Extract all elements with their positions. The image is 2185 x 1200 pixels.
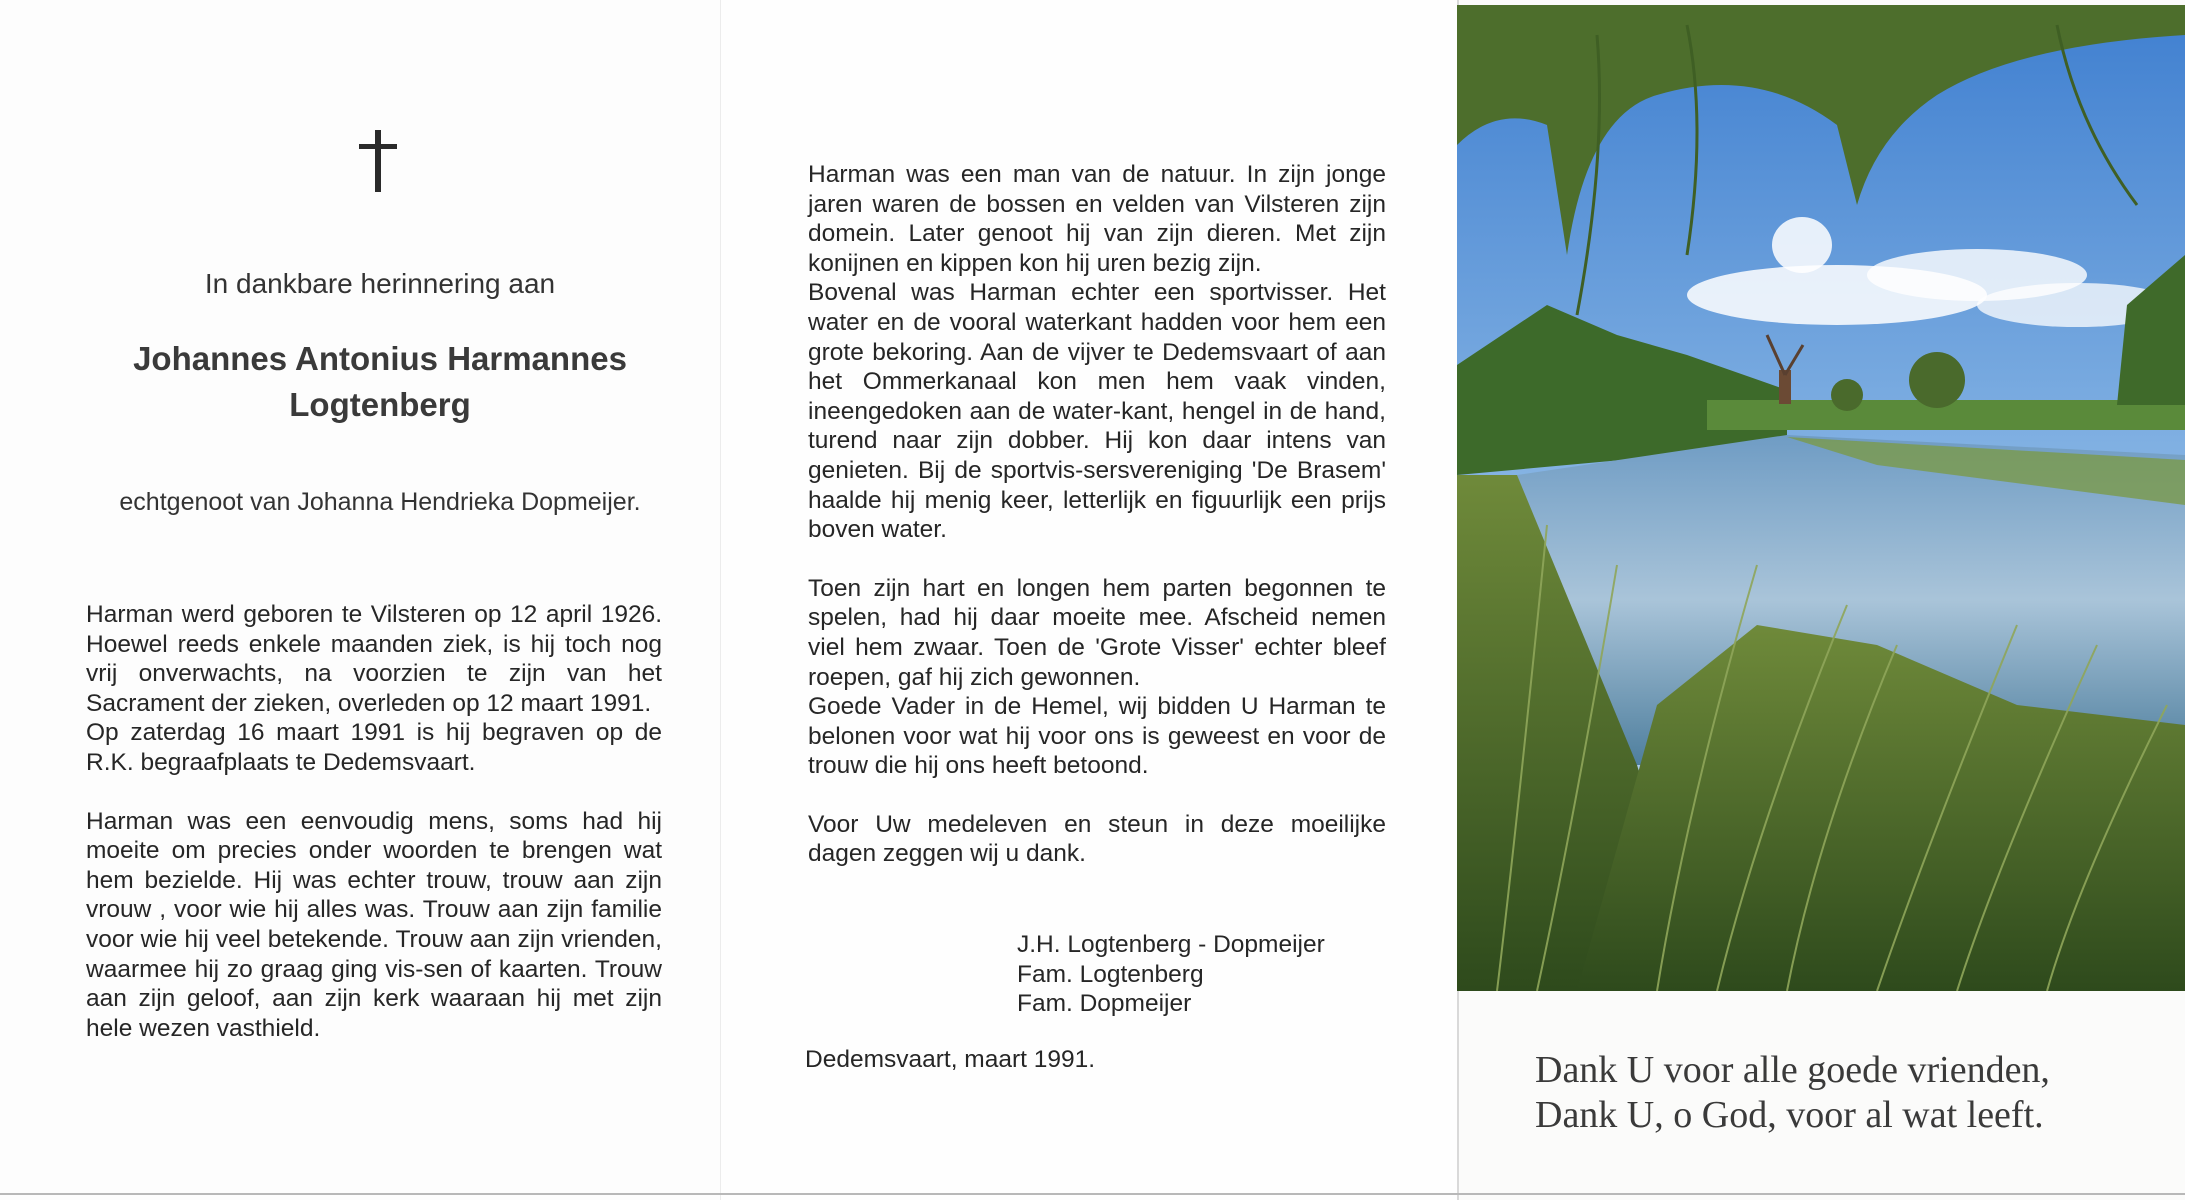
- thanks-paragraph: Voor Uw medeleven en steun in deze moeilijke dagen zeggen wij u dank.: [808, 810, 1386, 868]
- biography-paragraph: Goede Vader in de Hemel, wij bidden U Harman te belonen voor wat hij voor ons is geweest en voor de trouw die hij ons heeft betoond.: [808, 693, 1386, 780]
- biography-paragraph: Bovenal was Harman echter een sportvisser. Het water en de vooral waterkant hadden voor hem een grote bekoring. Aan de vijver te Dedemsvaart of aan het Ommerkanaal kon men hem vaak vinden, ineengedoken aan de water-kant, hengel in de hand, turend naar zijn dobber. Hij kon daar intens van genieten. Bij de sportvis-sersvereniging 'De Brasem' haalde hij menig keer, letterlijk en figuurlijk een prijs boven water.: [808, 279, 1386, 544]
- deceased-name-line2: Logtenberg: [289, 386, 471, 423]
- landscape-photo: [1457, 5, 2185, 991]
- verse-line: Dank U, o God, voor al wat leeft.: [1535, 1094, 2044, 1136]
- deceased-name: [0, 336, 760, 428]
- signatory: J.H. Logtenberg - Dopmeijer: [1017, 931, 1325, 958]
- place-date: Dedemsvaart, maart 1991.: [805, 1046, 1096, 1073]
- biography-paragraph: Harman was een man van de natuur. In zijn jonge jaren waren de bossen en velden van Vilsteren zijn domein. Later genoot hij van zijn dieren. Met zijn konijnen en kippen kon hij uren bezig zijn.: [808, 161, 1386, 277]
- signatory: Fam. Dopmeijer: [1017, 990, 1192, 1018]
- cross-icon: [356, 130, 400, 192]
- signatories: [1017, 930, 1325, 1019]
- biography-paragraph: Harman was een eenvoudig mens, soms had hij moeite om precies onder woorden te brengen wat hem bezielde. Hij was echter trouw, trouw aan zijn vrouw , voor wie hij alles was. Trouw aan zijn familie voor wie hij veel betekende. Trouw aan zijn vrienden, waarmee hij zo graag ging vis-sen of kaarten. Trouw aan zijn geloof, aan zijn kerk waaraan hij met zijn hele wezen vasthield.: [86, 807, 662, 1042]
- middle-biography: [808, 160, 1386, 869]
- biography-paragraph: Op zaterdag 16 maart 1991 is hij begraven op de R.K. begraafplaats te Dedemsvaart.: [86, 719, 662, 776]
- left-biography: [86, 600, 662, 1043]
- spouse-line: echtgenoot van Johanna Hendrieka Dopmeijer.: [119, 488, 641, 516]
- verse: [1535, 1048, 2175, 1138]
- biography-paragraph: Harman werd geboren te Vilsteren op 12 april 1926. Hoewel reeds enkele maanden ziek, is hij toch nog vrij onverwachts, na voorzien te zijn van het Sacrament der zieken, overleden op 12 maart 1991.: [86, 601, 662, 717]
- biography-paragraph: Toen zijn hart en longen hem parten begonnen te spelen, had hij daar moeite mee. Afscheid nemen viel hem zwaar. Toen de 'Grote Visser' echter bleef roepen, gaf hij zich gewonnen.: [808, 574, 1386, 691]
- card-edge: [0, 1193, 2185, 1195]
- verse-line: Dank U voor alle goede vrienden,: [1535, 1049, 2050, 1091]
- memorial-intro: In dankbare herinnering aan: [204, 268, 556, 299]
- deceased-name-line1: Johannes Antonius Harmannes: [133, 340, 627, 377]
- signatory: Fam. Logtenberg: [1017, 960, 1204, 988]
